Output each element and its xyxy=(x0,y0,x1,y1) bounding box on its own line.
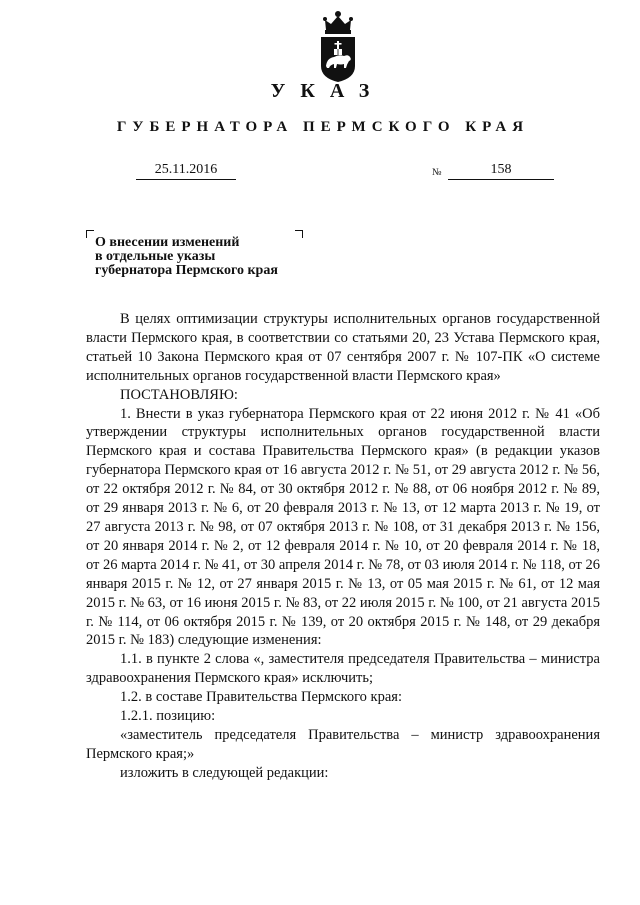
subject-line: О внесении изменений xyxy=(95,235,240,250)
subject-line: губернатора Пермского края xyxy=(95,263,278,278)
clause-1-1: 1.1. в пункте 2 слова «, заместителя председателя Правительства – министра здравоохранения Пермского края» исключить; xyxy=(86,651,600,687)
document-body xyxy=(86,310,600,783)
clause-1-2: 1.2. в составе Правительства Пермского края: xyxy=(120,689,402,706)
clause-1: 1. Внести в указ губернатора Пермского края от 22 июня 2012 г. № 41 «Об утверждении структуры исполнительных органов государственной власти Пермского края и состава Правительства Пермского края» (в редакции указов губернатора Пермского края от 16 августа 2012 г. № 51, от 29 августа 2012 г. № 56, от 22 октября 2012 г. № 84, от 30 октября 2012 г. № 88, от 06 ноября 2012 г. № 89, от 29 января 2013 г. № 6, от 20 февраля 2013 г. № 13, от 12 марта 2013 г. № 19, от 27 августа 2013 г. № 98, от 07 октября 2013 г. № 108, от 31 декабря 2013 г. № 156, от 20 января 2014 г. № 2, от 12 февраля 2014 г. № 10, от 20 февраля 2014 г. № 18, от 26 марта 2014 г. № 41, от 30 апреля 2014 г. № 78, от 03 июля 2014 г. № 118, от 26 января 2015 г. № 12, от 27 января 2015 г. № 13, от 05 мая 2015 г. № 61, от 12 мая 2015 г. № 63, от 16 июня 2015 г. № 83, от 22 июля 2015 г. № 100, от 21 августа 2015 г. № 114, от 06 октября 2015 г. № 139, от 20 октября 2015 г. № 148, от 29 декабря 2015 г. № 183) следующие изменения: xyxy=(86,405,600,649)
quoted-position: «заместитель председателя Правительства – министр здравоохранения Пермского края;» xyxy=(86,726,600,762)
subject-line: в отдельные указы xyxy=(95,249,216,264)
subject-corner-left xyxy=(86,230,94,238)
new-wording-intro: изложить в следующей редакции: xyxy=(120,764,329,781)
coat-of-arms-icon xyxy=(317,8,359,82)
document-date: 25.11.2016 xyxy=(136,162,236,180)
document-subject xyxy=(95,236,355,278)
document-number: 158 xyxy=(448,162,554,180)
document-title: УКАЗ xyxy=(270,80,385,102)
preamble-paragraph: В целях оптимизации структуры исполнительных органов государственной власти Пермского края, в соответствии со статьями 20, 23 Устава Пермского края, статьей 10 Закона Пермского края от 07 сентября 2007 г. № 107-ПК «О системе исполнительных органов государственной власти Пермского края» xyxy=(86,311,600,384)
resolution-word: ПОСТАНОВЛЯЮ: xyxy=(120,386,238,403)
clause-1-2-1: 1.2.1. позицию: xyxy=(120,708,216,725)
document-subtitle: ГУБЕРНАТОРА ПЕРМСКОГО КРАЯ xyxy=(116,119,530,135)
number-label: № xyxy=(432,167,442,178)
